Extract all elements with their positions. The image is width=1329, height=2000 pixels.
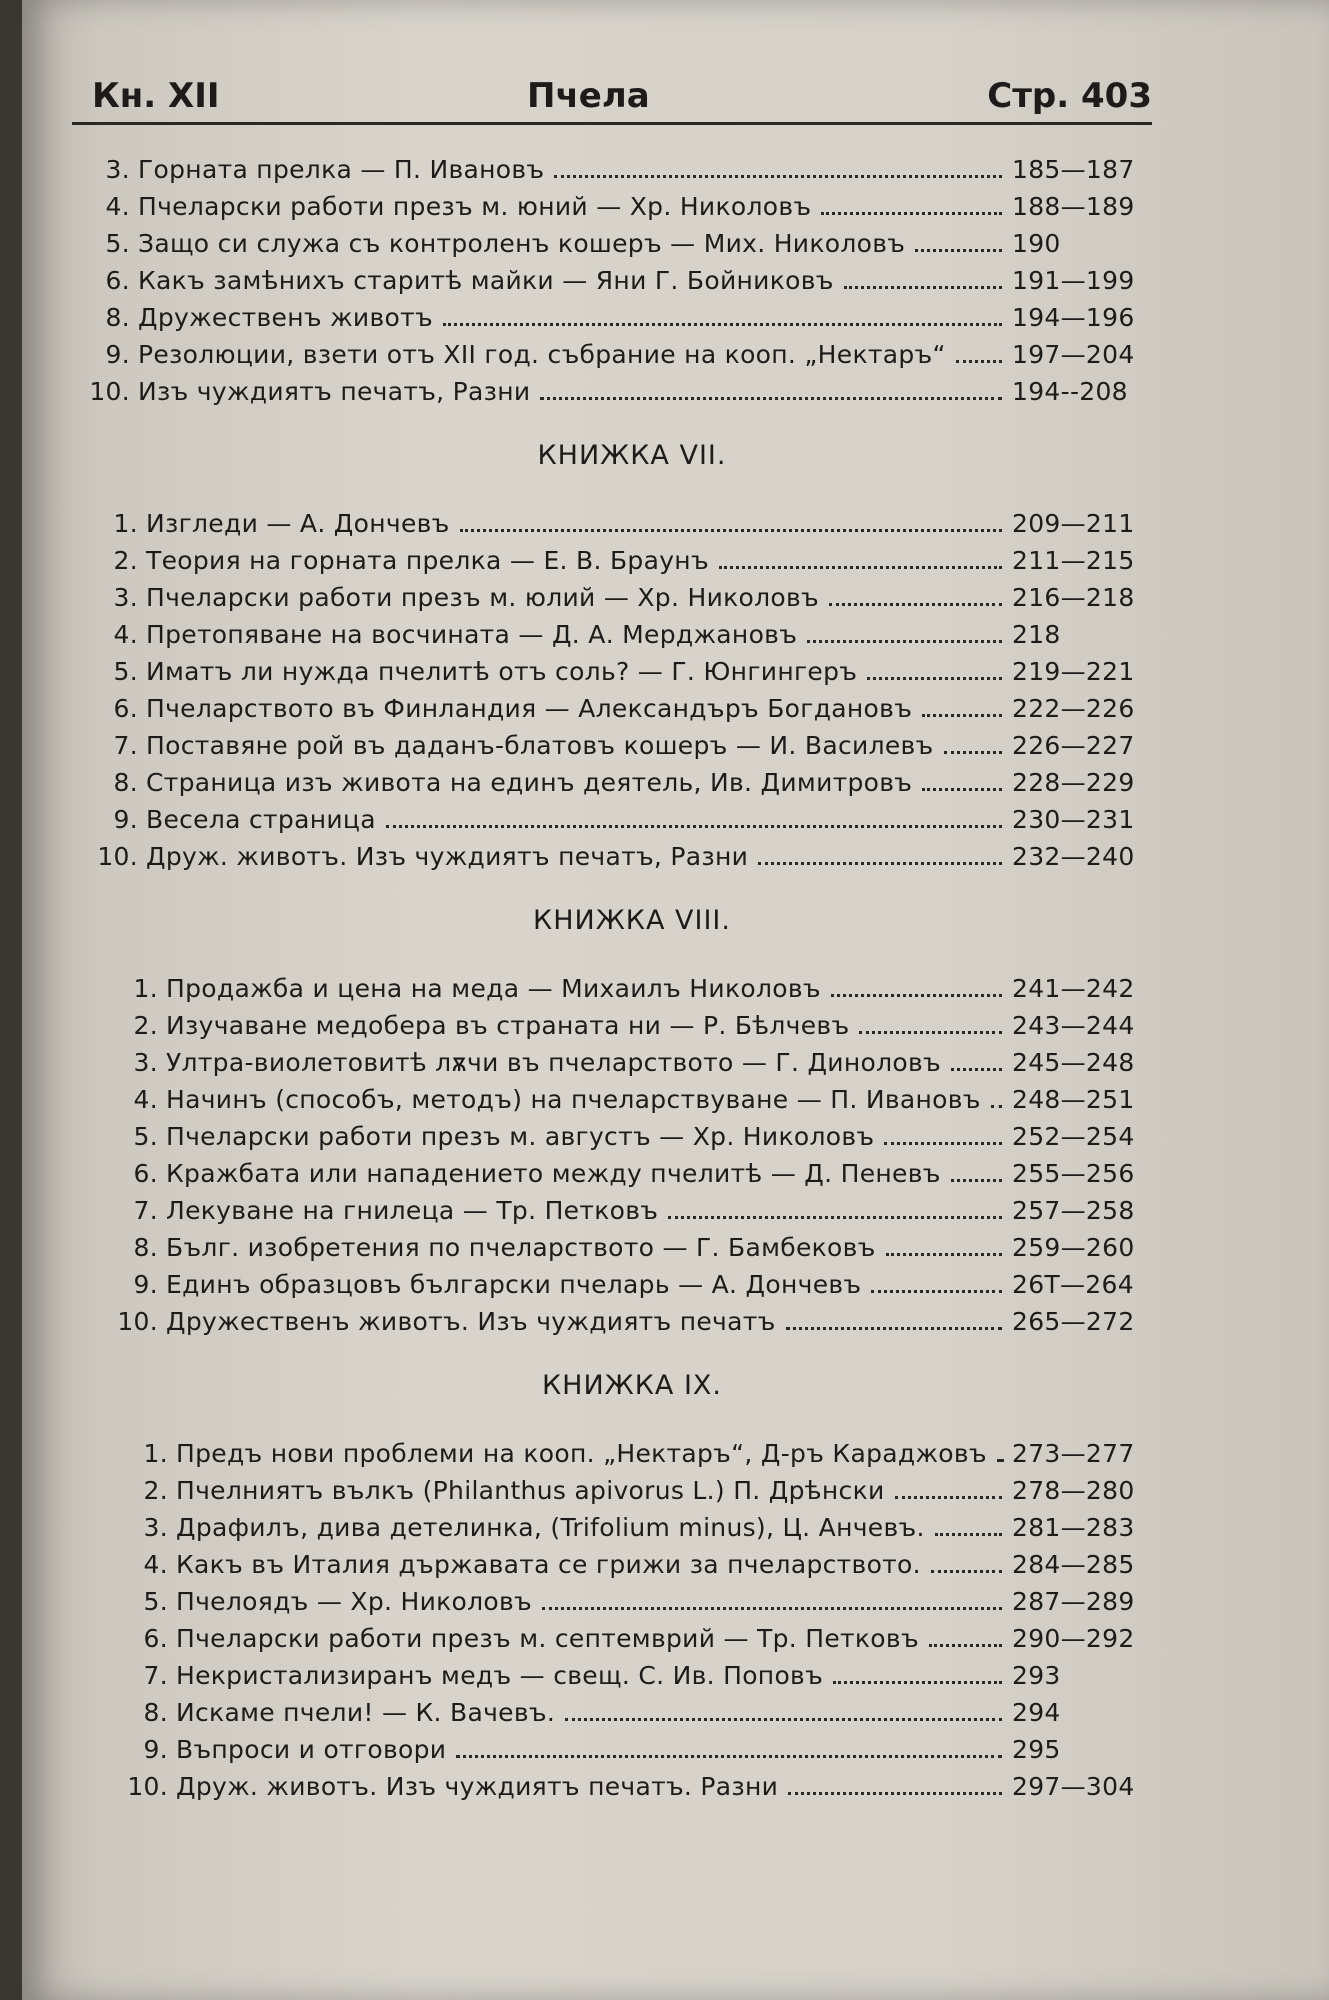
entry-number: 6. xyxy=(133,1159,158,1188)
toc-entry xyxy=(72,1225,1152,1262)
entry-title: Изгледи — А. Дончевъ xyxy=(146,509,450,538)
entry-number: 3. xyxy=(113,583,138,612)
toc-section xyxy=(72,1370,1152,1801)
entry-number: 10. xyxy=(117,1307,158,1336)
toc-entry xyxy=(72,1468,1152,1505)
entry-title: Горната прелка — П. Ивановъ xyxy=(138,155,545,184)
dot-leader xyxy=(997,1458,1002,1462)
entry-pages: 273—277 xyxy=(1012,1439,1135,1468)
toc-entry xyxy=(72,1040,1152,1077)
table-of-contents xyxy=(72,147,1152,1801)
entry-pages: 248—251 xyxy=(1012,1085,1135,1114)
entry-pages: 211—215 xyxy=(1012,546,1135,575)
entry-title: Пчеларски работи презъ м. септемврий — Тр. Петковъ xyxy=(176,1624,919,1653)
entry-pages: 209—211 xyxy=(1012,509,1135,538)
section-title: КНИЖКА VIII. xyxy=(533,905,731,936)
entry-number: 4. xyxy=(105,192,130,221)
dot-leader xyxy=(829,602,1002,606)
entry-title: Пчеларството въ Финландия — Александъръ Богдановъ xyxy=(146,694,913,723)
book-page xyxy=(22,0,1329,2000)
running-header xyxy=(72,62,1152,125)
entry-number: 4. xyxy=(113,620,138,649)
toc-entry xyxy=(72,295,1152,332)
entry-title: Ултра-виолетовитѣ лѫчи въ пчеларството — Г. Диноловъ xyxy=(166,1048,941,1077)
toc-entry xyxy=(72,966,1152,1003)
toc-entry xyxy=(72,797,1152,834)
entry-title: Кражбата или нападението между пчелитѣ — Д. Пеневъ xyxy=(166,1159,941,1188)
entry-pages: 243—244 xyxy=(1012,1011,1135,1040)
entry-number: 10. xyxy=(127,1772,168,1801)
toc-entry xyxy=(72,1542,1152,1579)
entry-pages: 287—289 xyxy=(1012,1587,1135,1616)
entry-title: Весела страница xyxy=(146,805,376,834)
entry-title: Защо си служа съ контроленъ кошеръ — Мих. Николовъ xyxy=(138,229,906,258)
entry-number: 5. xyxy=(113,657,138,686)
entry-title: Пчелоядъ — Хр. Николовъ xyxy=(176,1587,533,1616)
dot-leader xyxy=(788,1791,1002,1795)
entry-pages: 294 xyxy=(1012,1698,1061,1727)
entry-title: Какъ замѣнихъ старитѣ майки — Яни Г. Бойниковъ xyxy=(138,266,834,295)
entry-title: Какъ въ Италия държавата се грижи за пчеларството. xyxy=(176,1550,921,1579)
entry-pages: 216—218 xyxy=(1012,583,1135,612)
dot-leader xyxy=(460,528,1002,532)
dot-leader xyxy=(951,1178,1002,1182)
toc-section xyxy=(72,440,1152,871)
entry-pages: 194—196 xyxy=(1012,303,1135,332)
dot-leader xyxy=(886,1252,1002,1256)
entry-title: Теория на горната прелка — Е. В. Браунъ xyxy=(146,546,709,575)
dot-leader xyxy=(884,1141,1002,1145)
entry-pages: 197—204 xyxy=(1012,340,1135,369)
entry-title: Страница изъ живота на единъ деятель, Ив. Димитровъ xyxy=(146,768,913,797)
entry-pages: 230—231 xyxy=(1012,805,1135,834)
toc-entry xyxy=(72,1690,1152,1727)
entry-pages: 265—272 xyxy=(1012,1307,1135,1336)
entry-number: 2. xyxy=(113,546,138,575)
dot-leader xyxy=(871,1289,1002,1293)
toc-entry xyxy=(72,723,1152,760)
entry-number: 3. xyxy=(133,1048,158,1077)
entry-pages: 257—258 xyxy=(1012,1196,1135,1225)
page-content xyxy=(72,62,1152,1801)
toc-section xyxy=(72,905,1152,1336)
entry-pages: 191—199 xyxy=(1012,266,1135,295)
entry-title: Начинъ (способъ, методъ) на пчеларствуване — П. Ивановъ xyxy=(166,1085,981,1114)
entry-title: Иматъ ли нужда пчелитѣ отъ соль? — Г. Юнгингеръ xyxy=(146,657,858,686)
toc-entry xyxy=(72,1727,1152,1764)
toc-entry xyxy=(72,538,1152,575)
dot-leader xyxy=(540,396,1002,400)
toc-entry xyxy=(72,1431,1152,1468)
dot-leader xyxy=(758,861,1002,865)
header-page-number: Стр. 403 xyxy=(987,76,1152,116)
entry-title: Пчеларски работи презъ м. августъ — Хр. Николовъ xyxy=(166,1122,875,1151)
entry-title: Друж. животъ. Изъ чуждиятъ печатъ. Разни xyxy=(176,1772,779,1801)
dot-leader xyxy=(915,248,1002,252)
entry-pages: 297—304 xyxy=(1012,1772,1135,1801)
toc-entry xyxy=(72,1114,1152,1151)
entry-number: 6. xyxy=(113,694,138,723)
entry-pages: 190 xyxy=(1012,229,1061,258)
entry-number: 8. xyxy=(105,303,130,332)
dot-leader xyxy=(991,1104,1002,1108)
toc-entry xyxy=(72,1616,1152,1653)
toc-entry xyxy=(72,649,1152,686)
toc-entry xyxy=(72,1579,1152,1616)
entry-title: Некристализиранъ медъ — свещ. С. Ив. Поповъ xyxy=(176,1661,824,1690)
entry-title: Искаме пчели! — К. Вачевъ. xyxy=(176,1698,556,1727)
toc-entry xyxy=(72,501,1152,538)
entry-title: Пчеларски работи презъ м. юлий — Хр. Николовъ xyxy=(146,583,819,612)
toc-entry xyxy=(72,1764,1152,1801)
toc-entry xyxy=(72,1077,1152,1114)
entry-pages: 259—260 xyxy=(1012,1233,1135,1262)
dot-leader xyxy=(386,824,1002,828)
toc-section xyxy=(72,147,1152,406)
entry-pages: 278—280 xyxy=(1012,1476,1135,1505)
toc-entry xyxy=(72,258,1152,295)
entry-pages: 252—254 xyxy=(1012,1122,1135,1151)
entry-title: Продажба и цена на меда — Михаилъ Николовъ xyxy=(166,974,821,1003)
entry-number: 9. xyxy=(143,1735,168,1764)
entry-number: 5. xyxy=(133,1122,158,1151)
entry-title: Претопяване на восчината — Д. А. Мерджановъ xyxy=(146,620,798,649)
dot-leader xyxy=(456,1754,1002,1758)
toc-entry xyxy=(72,1188,1152,1225)
entry-title: Лекуване на гнилеца — Тр. Петковъ xyxy=(166,1196,659,1225)
entry-number: 1. xyxy=(143,1439,168,1468)
entry-title: Друж. животъ. Изъ чуждиятъ печатъ, Разни xyxy=(146,842,749,871)
entry-title: Драфилъ, дива детелинка, (Trifolium minus), Ц. Анчевъ. xyxy=(176,1513,925,1542)
dot-leader xyxy=(844,285,1002,289)
entry-pages: 293 xyxy=(1012,1661,1061,1690)
entry-title: Дружественъ животъ xyxy=(138,303,433,332)
entry-number: 6. xyxy=(143,1624,168,1653)
dot-leader xyxy=(719,565,1002,569)
entry-pages: 228—229 xyxy=(1012,768,1135,797)
dot-leader xyxy=(833,1680,1002,1684)
dot-leader xyxy=(931,1569,1002,1573)
dot-leader xyxy=(807,639,1002,643)
entry-number: 10. xyxy=(97,842,138,871)
entry-title: Пчелниятъ вълкъ (Philanthus apivorus L.) П. Дрѣнски xyxy=(176,1476,885,1505)
entry-number: 3. xyxy=(105,155,130,184)
toc-entry xyxy=(72,686,1152,723)
header-issue: Кн. XII xyxy=(92,76,220,116)
entry-title: Изучаване медобера въ страната ни — Р. Бѣлчевъ xyxy=(166,1011,850,1040)
entry-title: Единъ образцовъ български пчеларь — А. Дончевъ xyxy=(166,1270,862,1299)
entry-number: 9. xyxy=(105,340,130,369)
dot-leader xyxy=(956,359,1002,363)
entry-title: Дружественъ животъ. Изъ чуждиятъ печатъ xyxy=(166,1307,776,1336)
dot-leader xyxy=(929,1643,1002,1647)
section-title: КНИЖКА IX. xyxy=(541,1370,722,1401)
entry-title: Бълг. изобретения по пчеларството — Г. Бамбековъ xyxy=(166,1233,876,1262)
dot-leader xyxy=(895,1495,1002,1499)
entry-number: 2. xyxy=(133,1011,158,1040)
entry-title: Поставяне рой въ даданъ-блатовъ кошеръ — И. Василевъ xyxy=(146,731,934,760)
toc-entry xyxy=(72,1299,1152,1336)
entry-pages: 241—242 xyxy=(1012,974,1135,1003)
dot-leader xyxy=(935,1532,1002,1536)
entry-number: 4. xyxy=(133,1085,158,1114)
entry-pages: 26Т—264 xyxy=(1012,1270,1134,1299)
section-title: КНИЖКА VII. xyxy=(537,440,727,471)
toc-entry xyxy=(72,612,1152,649)
dot-leader xyxy=(786,1326,1002,1330)
entry-pages: 232—240 xyxy=(1012,842,1135,871)
toc-entry xyxy=(72,575,1152,612)
toc-entry xyxy=(72,1505,1152,1542)
entry-number: 5. xyxy=(143,1587,168,1616)
toc-entry xyxy=(72,221,1152,258)
entry-number: 8. xyxy=(143,1698,168,1727)
toc-entry xyxy=(72,1262,1152,1299)
toc-entry xyxy=(72,147,1152,184)
entry-number: 4. xyxy=(143,1550,168,1579)
toc-entry xyxy=(72,834,1152,871)
entry-number: 8. xyxy=(133,1233,158,1262)
entry-number: 9. xyxy=(133,1270,158,1299)
entry-title: Въпроси и отговори xyxy=(176,1735,447,1764)
entry-number: 5. xyxy=(105,229,130,258)
toc-entry xyxy=(72,1653,1152,1690)
entry-pages: 219—221 xyxy=(1012,657,1135,686)
entry-title: Пчеларски работи презъ м. юний — Хр. Николовъ xyxy=(138,192,812,221)
entry-number: 7. xyxy=(113,731,138,760)
dot-leader xyxy=(668,1215,1002,1219)
entry-pages: 194--208 xyxy=(1012,377,1128,406)
dot-leader xyxy=(922,713,1002,717)
entry-pages: 284—285 xyxy=(1012,1550,1135,1579)
entry-title: Изъ чуждиятъ печатъ, Разни xyxy=(138,377,531,406)
entry-number: 1. xyxy=(133,974,158,1003)
entry-number: 1. xyxy=(113,509,138,538)
entry-pages: 226—227 xyxy=(1012,731,1135,760)
dot-leader xyxy=(443,322,1002,326)
dot-leader xyxy=(859,1030,1002,1034)
entry-title: Предъ нови проблеми на кооп. „Нектаръ“, Д-ръ Караджовъ xyxy=(176,1439,987,1468)
entry-title: Резолюции, взети отъ XII год. събрание на кооп. „Нектаръ“ xyxy=(138,340,946,369)
entry-pages: 222—226 xyxy=(1012,694,1135,723)
dot-leader xyxy=(821,211,1002,215)
entry-pages: 218 xyxy=(1012,620,1061,649)
toc-entry xyxy=(72,369,1152,406)
entry-pages: 281—283 xyxy=(1012,1513,1135,1542)
dot-leader xyxy=(565,1717,1002,1721)
entry-pages: 188—189 xyxy=(1012,192,1135,221)
dot-leader xyxy=(542,1606,1002,1610)
toc-entry xyxy=(72,760,1152,797)
entry-pages: 255—256 xyxy=(1012,1159,1135,1188)
entry-pages: 185—187 xyxy=(1012,155,1135,184)
dot-leader xyxy=(944,750,1002,754)
dot-leader xyxy=(831,993,1002,997)
entry-number: 2. xyxy=(143,1476,168,1505)
toc-entry xyxy=(72,184,1152,221)
entry-number: 7. xyxy=(133,1196,158,1225)
entry-pages: 295 xyxy=(1012,1735,1061,1764)
header-journal-title: Пчела xyxy=(527,76,650,116)
dot-leader xyxy=(922,787,1002,791)
entry-number: 8. xyxy=(113,768,138,797)
entry-number: 6. xyxy=(105,266,130,295)
entry-number: 7. xyxy=(143,1661,168,1690)
entry-pages: 290—292 xyxy=(1012,1624,1135,1653)
dot-leader xyxy=(867,676,1002,680)
toc-entry xyxy=(72,332,1152,369)
entry-number: 9. xyxy=(113,805,138,834)
entry-number: 3. xyxy=(143,1513,168,1542)
dot-leader xyxy=(554,174,1002,178)
entry-number: 10. xyxy=(89,377,130,406)
entry-pages: 245—248 xyxy=(1012,1048,1135,1077)
dot-leader xyxy=(951,1067,1002,1071)
toc-entry xyxy=(72,1003,1152,1040)
toc-entry xyxy=(72,1151,1152,1188)
